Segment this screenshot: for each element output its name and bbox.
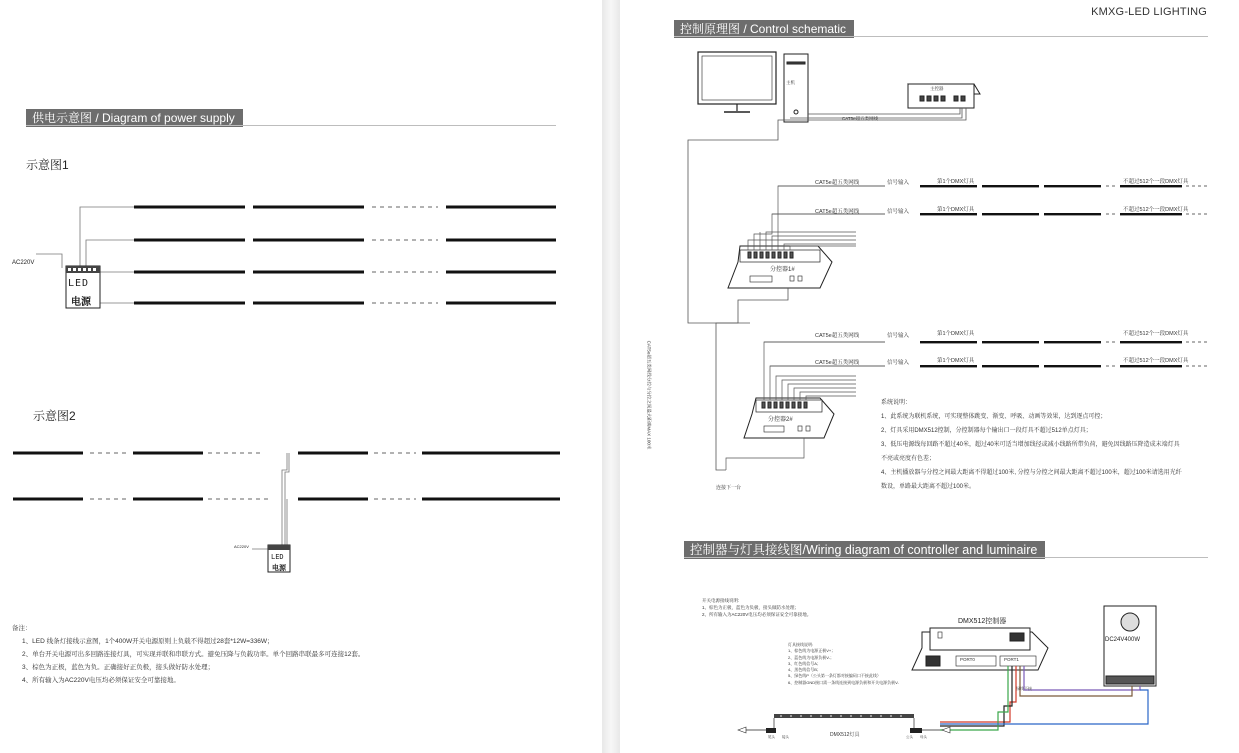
section-rule xyxy=(684,557,1208,558)
control-schematic-diagram xyxy=(620,0,1239,753)
lamp-note-2: 2、蓝色线为电源负极V-； xyxy=(788,654,835,660)
note-2: 2、单台开关电源可出多回路连接灯具，可实现并联和串联方式。避免压降与负载功率。单个回路串联最多可连接12套。 xyxy=(22,651,365,658)
row3-last: 不超过512个一段DMX灯具 xyxy=(1123,331,1189,337)
dc-power-supply xyxy=(1104,606,1156,686)
lamp-note-5: 5、绿色线P（公头第一条灯都对接编码口不接此线） xyxy=(788,673,881,679)
psu-note-1: 1、棕色为正极，蓝色为负极，接头做防水处理； xyxy=(702,605,800,610)
green-wire-label: 绿线不接 xyxy=(1016,686,1032,691)
lamp-note-6: 6、控制器GND接口需一条线连接到电源负极和开关电源负极V- xyxy=(788,679,899,685)
dmx512-controller-label: DMX512控制器 xyxy=(958,618,1007,625)
diagram1-title: 示意图1 xyxy=(26,158,69,172)
next-unit-label: 连接下一台 xyxy=(716,485,742,491)
system-note-6: 数设，单路最大距离不超过100米。 xyxy=(881,484,976,490)
row1-cable: CAT5e超五类网线 xyxy=(815,180,860,186)
brand-header: KMXG-LED LIGHTING xyxy=(1091,6,1207,18)
psu-notes-title: 开关电源接线说明: xyxy=(702,598,740,603)
row3-cable: CAT5e超五类网线 xyxy=(815,333,860,339)
host-label: 主机 xyxy=(786,80,795,85)
dmx-row-3 xyxy=(764,341,1210,343)
tail-label: 尾头 xyxy=(768,735,775,739)
row4-first: 第1个DMX灯具 xyxy=(937,358,975,364)
cat5-main-label: CAT5e超五类网线 xyxy=(842,116,879,121)
psu-wiring-notes xyxy=(702,597,811,618)
lamp-note-3: 3、红色线信号A； xyxy=(788,660,821,666)
main-controller-label: 主控器 xyxy=(930,86,944,91)
system-note-1: 1、此系统为联机系统，可实现整体跳变、渐变、呼吸、动画等效果，达到逐点可控； xyxy=(881,414,1107,420)
dmx512-controller-box xyxy=(912,628,1048,670)
lamp-wiring-notes xyxy=(788,642,899,686)
note-3: 3、棕色为正极，蓝色为负。正确接好正负极，接头做好防水处理； xyxy=(22,664,215,671)
row4-signal: 信号输入 xyxy=(887,360,910,366)
monitor-icon xyxy=(698,52,776,112)
psu-note-2: 2、所有输入为AC220V电压均必须保证安全可靠接地。 xyxy=(702,612,812,617)
psu-cn-label: 电源 xyxy=(71,297,91,308)
row2-first: 第1个DMX灯具 xyxy=(937,207,975,213)
note-4: 4、所有输入为AC220V电压均必须保证安全可靠接地。 xyxy=(22,677,180,684)
vertical-cable-label: CAT5e超五类网线分控与分控之间最大距离MAX 100米 xyxy=(646,340,652,450)
lamp-notes-title: 灯具接线说明: xyxy=(788,642,814,647)
right-page xyxy=(620,0,1239,753)
row3-signal: 信号输入 xyxy=(887,333,910,339)
bar-row-3 xyxy=(134,271,556,274)
left-page xyxy=(0,0,602,753)
psu-model-label: DC24V400W xyxy=(1105,637,1141,643)
row2-signal: 信号输入 xyxy=(887,209,910,215)
power-notes xyxy=(12,622,364,687)
female-label: 母头 xyxy=(920,735,927,739)
system-note-2: 2、灯具采用DMX512控制，分控制器每个输出口一段灯具不超过512单点灯具； xyxy=(881,428,1092,434)
row1-first: 第1个DMX灯具 xyxy=(937,179,975,185)
main-controller-box xyxy=(908,84,980,108)
diagram2-bars xyxy=(13,452,560,501)
bar-row-4 xyxy=(134,302,556,305)
system-notes xyxy=(881,396,1182,494)
bar-row-2 xyxy=(134,239,556,242)
system-note-4: 不亮或亮度有色差； xyxy=(881,456,936,462)
splitter1-label: 分控器1# xyxy=(770,267,795,273)
lamp-note-4: 4、黑色线信号B； xyxy=(788,667,821,673)
row4-cable: CAT5e超五类网线 xyxy=(815,360,860,366)
ac-input-label-1: AC220V xyxy=(12,260,35,266)
head-label: 接头 xyxy=(782,735,789,739)
power-supply-section-title: 供电示意图 / Diagram of power supply xyxy=(26,109,243,127)
system-note-3: 3、低压电源线每回路不超过40米，超过40米可适当增加线径或减小线路所带负荷，避免因线路压降造成末端灯具 xyxy=(881,442,1180,448)
notes-title: 备注： xyxy=(12,625,32,632)
row1-last: 不超过512个一段DMX灯具 xyxy=(1123,179,1189,185)
note-1: 1、LED 线条灯接线示意图，1个400W开关电源原则上负载不得超过28套*12W=336W； xyxy=(22,638,274,645)
splitter2-label: 分控器2# xyxy=(768,417,793,423)
row4-last: 不超过512个一段DMX灯具 xyxy=(1123,358,1189,364)
lamp-note-1: 1、棕色线为电源正极V+； xyxy=(788,648,836,654)
port0-label: PORT0 xyxy=(960,657,975,662)
port1-label: PORT1 xyxy=(1004,657,1019,662)
diagram2-title: 示意图2 xyxy=(33,409,76,423)
row2-cable: CAT5e超五类网线 xyxy=(815,209,860,215)
psu-led-label: LED xyxy=(68,278,90,289)
row1-signal: 信号输入 xyxy=(887,180,910,186)
book-gutter xyxy=(602,0,620,753)
psu-led-label-2: LED xyxy=(271,553,284,561)
psu-cn-label-2: 电源 xyxy=(272,565,286,572)
system-title: 系统说明： xyxy=(881,400,912,406)
wiring-diagram-title: 控制器与灯具接线图/Wiring diagram of controller and luminaire xyxy=(684,541,1045,559)
ac-input-label-2: AC220V xyxy=(234,544,249,549)
male-label: 公头 xyxy=(906,735,913,739)
lamp-strip-label: DMX512灯具 xyxy=(830,732,860,738)
bar-row-1 xyxy=(134,206,556,209)
host-tower xyxy=(784,54,808,122)
row2-last: 不超过512个一段DMX灯具 xyxy=(1123,207,1189,213)
system-note-5: 4、主机播放器与分控之间最大距离不得超过100米, 分控与分控之间最大距离不超过100米，超过100米请选用光纤 xyxy=(881,470,1182,476)
control-schematic-title: 控制原理图 / Control schematic xyxy=(674,20,854,38)
row3-first: 第1个DMX灯具 xyxy=(937,331,975,337)
